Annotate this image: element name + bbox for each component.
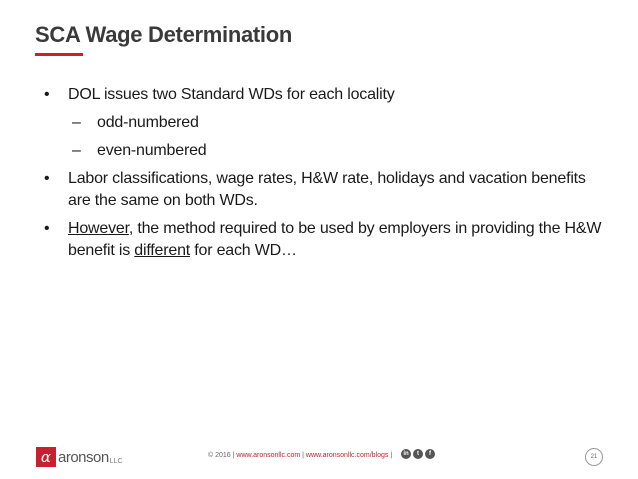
social-icons [401,449,435,459]
company-logo [36,446,123,468]
bullet-text: , the method required to be used by employers in providing the H&W benefit is [68,220,602,259]
alpha-logo-icon: α [36,447,56,467]
sub-bullet-text: odd-numbered [97,114,199,131]
copyright: © 2016 | [208,452,237,459]
footer-text [208,452,392,459]
logo-suffix: LLC [109,457,123,465]
sub-bullet-item [42,112,602,134]
website-link[interactable]: www.aronsonllc.com [236,452,301,459]
slide-content [42,84,602,268]
separator: | [300,452,306,459]
title-underline-rule [35,53,83,56]
bullet-text: Labor classifications, wage rates, H&W rate, holidays and vacation benefits are the same on both WDs. [68,170,586,209]
page-number: 21 [585,448,603,466]
dash-marker: – [72,114,81,131]
logo-wordmark: aronson [58,448,109,466]
underlined-text: However [68,220,129,237]
blog-link[interactable]: www.aronsonllc.com/blogs [305,452,389,459]
bullet-marker: • [44,220,50,237]
facebook-icon[interactable]: f [425,449,435,459]
dash-marker: – [72,142,81,159]
separator: | [388,452,393,459]
sub-bullet-text: even-numbered [97,142,207,159]
bullet-text: DOL issues two Standard WDs for each locality [68,86,395,103]
bullet-marker: • [44,86,50,103]
bullet-marker: • [44,170,50,187]
bullet-item [42,84,602,106]
sub-bullet-item [42,140,602,162]
bullet-item [42,218,602,262]
bullet-item [42,168,602,212]
bullet-text: for each WD… [190,242,297,259]
slide-title: SCA Wage Determination [35,22,293,47]
underlined-text: different [134,242,191,259]
linkedin-icon[interactable]: in [401,449,411,459]
twitter-icon[interactable]: t [413,449,423,459]
